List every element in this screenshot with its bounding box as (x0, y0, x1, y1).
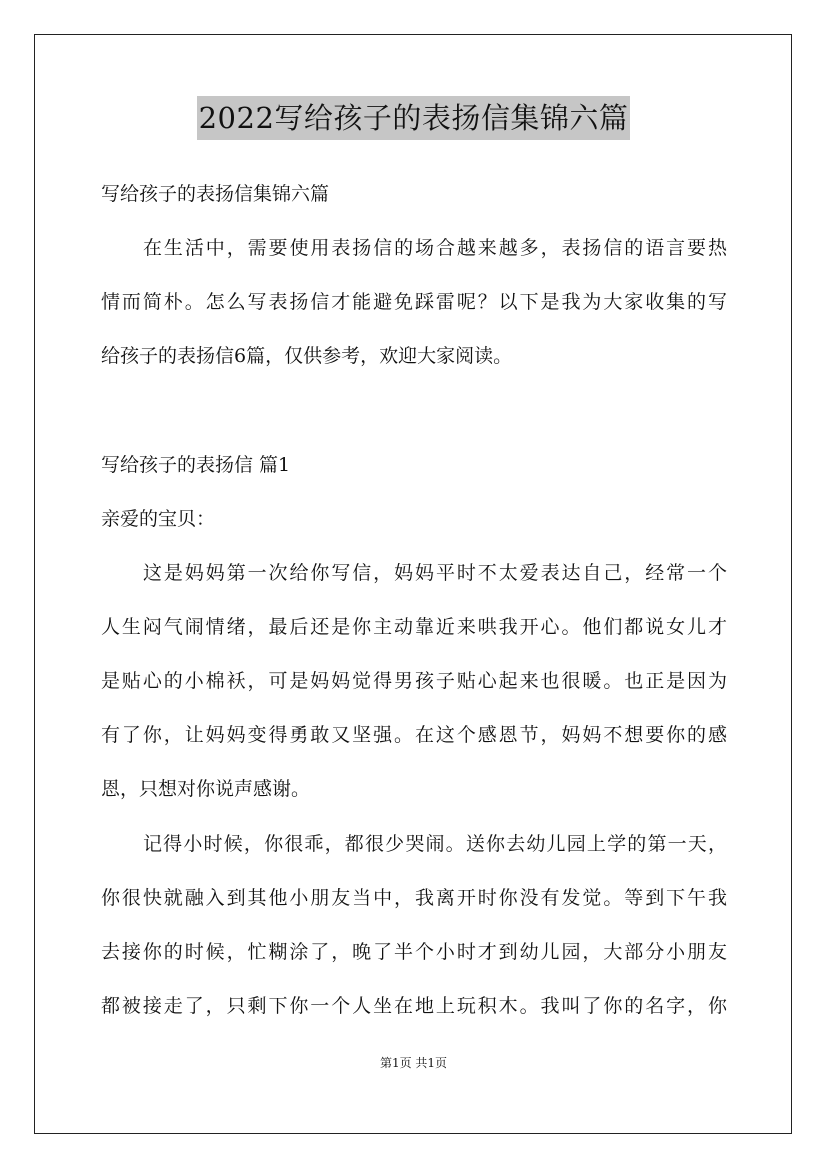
page-number-footer: 第1页 共1页 (379, 1056, 448, 1070)
section-heading: 写给孩子的表扬信 篇1 (101, 454, 291, 476)
paragraph-1-line-5: 恩，只想对你说声感谢。 (101, 778, 311, 800)
paragraph-2-line-4: 都被接走了，只剩下你一个人坐在地上玩积木。我叫了你的名字，你 (101, 995, 727, 1017)
intro-line-1: 在生活中，需要使用表扬信的场合越来越多，表扬信的语言要热 (143, 237, 727, 259)
paragraph-1-line-4: 有了你，让妈妈变得勇敢又坚强。在这个感恩节，妈妈不想要你的感 (101, 724, 727, 746)
intro-line-2: 情而简朴。怎么写表扬信才能避免踩雷呢？以下是我为大家收集的写 (101, 291, 727, 313)
paragraph-1-line-3: 是贴心的小棉袄，可是妈妈觉得男孩子贴心起来也很暖。也正是因为 (101, 670, 727, 692)
intro-line-3: 给孩子的表扬信6篇，仅供参考，欢迎大家阅读。 (101, 345, 513, 367)
paragraph-1-line-1: 这是妈妈第一次给你写信，妈妈平时不太爱表达自己，经常一个 (143, 562, 727, 584)
paragraph-1-line-2: 人生闷气闹情绪，最后还是你主动靠近来哄我开心。他们都说女儿才 (101, 616, 727, 638)
paragraph-2-line-1: 记得小时候，你很乖，都很少哭闹。送你去幼儿园上学的第一天， (143, 833, 727, 855)
document-subtitle: 写给孩子的表扬信集锦六篇 (101, 183, 330, 205)
paragraph-2-line-3: 去接你的时候，忙糊涂了，晚了半个小时才到幼儿园，大部分小朋友 (101, 941, 727, 963)
paragraph-2-line-2: 你很快就融入到其他小朋友当中，我离开时你没有发觉。等到下午我 (101, 887, 727, 909)
document-title (0, 96, 827, 140)
salutation: 亲爱的宝贝： (101, 508, 216, 530)
document-title-text: 2022写给孩子的表扬信集锦六篇 (197, 96, 631, 140)
